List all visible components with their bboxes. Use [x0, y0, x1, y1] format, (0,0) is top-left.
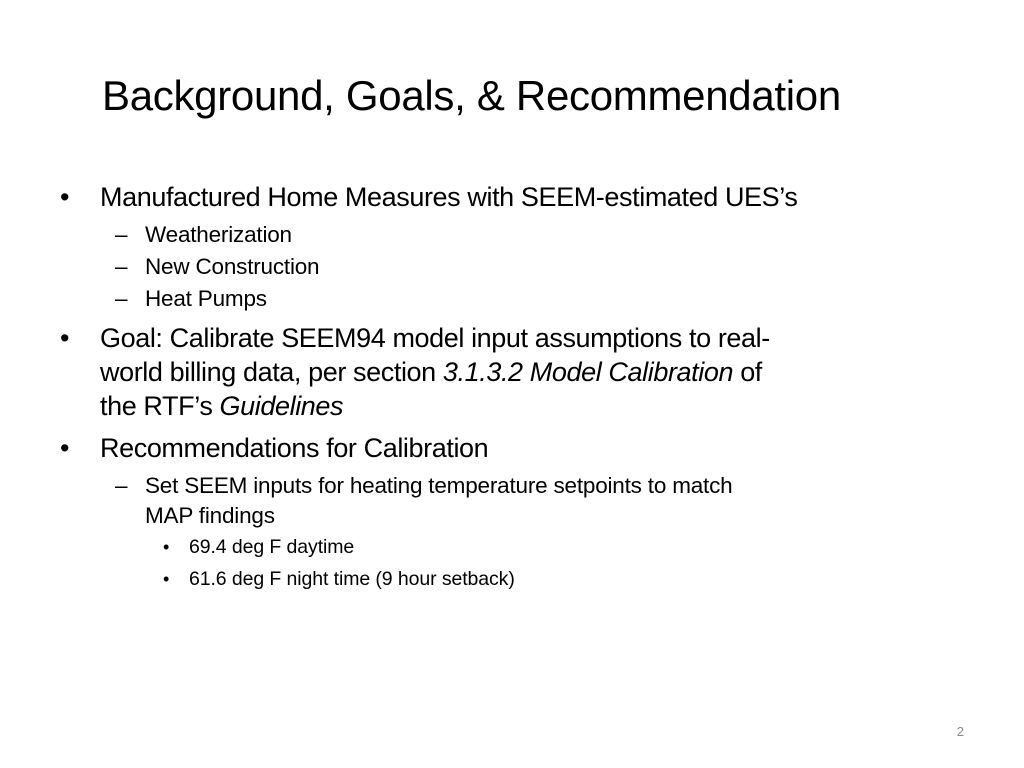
- sub-bullet-item: [115, 471, 960, 531]
- dash-icon: –: [115, 254, 128, 279]
- bullet-text: Recommendations for Calibration: [100, 433, 489, 463]
- sub-bullet-item: [115, 219, 960, 251]
- sub-sub-bullet-item: [163, 563, 960, 595]
- sub-bullet-text-line: Set SEEM inputs for heating temperature setpoints to match: [145, 473, 733, 498]
- bullet-text: Manufactured Home Measures with SEEM-estimated UES’s: [100, 182, 798, 212]
- sub-bullet-text-line: MAP findings: [145, 503, 275, 528]
- bullet-icon: •: [60, 182, 70, 212]
- dash-icon: –: [115, 286, 128, 311]
- bullet-icon: •: [163, 537, 170, 557]
- sub-sub-bullet-text: 61.6 deg F night time (9 hour setback): [189, 568, 515, 590]
- dash-icon: –: [115, 473, 128, 498]
- bullet-icon: •: [163, 569, 170, 589]
- page-number: 2: [956, 724, 964, 739]
- sub-sub-bullet-text: 69.4 deg F daytime: [189, 536, 355, 558]
- slide-body: [60, 180, 960, 595]
- dash-icon: –: [115, 222, 128, 247]
- bullet-item: [60, 180, 960, 214]
- bullet-text-line: [100, 355, 960, 389]
- document-reference: Guidelines: [219, 391, 344, 421]
- sub-bullet-item: [115, 283, 960, 315]
- sub-bullet-text: New Construction: [145, 254, 320, 279]
- bullet-text-line: Goal: Calibrate SEEM94 model input assumptions to real-: [100, 323, 770, 353]
- sub-bullet-item: [115, 251, 960, 283]
- bullet-item: [60, 321, 960, 423]
- bullet-icon: •: [60, 323, 70, 353]
- sub-bullet-text: Weatherization: [145, 222, 292, 247]
- section-reference: 3.1.3.2 Model Calibration: [442, 357, 734, 387]
- text-run: of: [733, 357, 762, 387]
- slide-title: Background, Goals, & Recommendation: [102, 72, 841, 119]
- bullet-icon: •: [60, 433, 70, 463]
- bullet-item: [60, 431, 960, 465]
- sub-sub-bullet-item: [163, 531, 960, 563]
- bullet-text-line: [100, 389, 960, 423]
- text-run: the RTF’s: [100, 391, 220, 421]
- sub-bullet-text: Heat Pumps: [145, 286, 267, 311]
- text-run: world billing data, per section: [100, 357, 443, 387]
